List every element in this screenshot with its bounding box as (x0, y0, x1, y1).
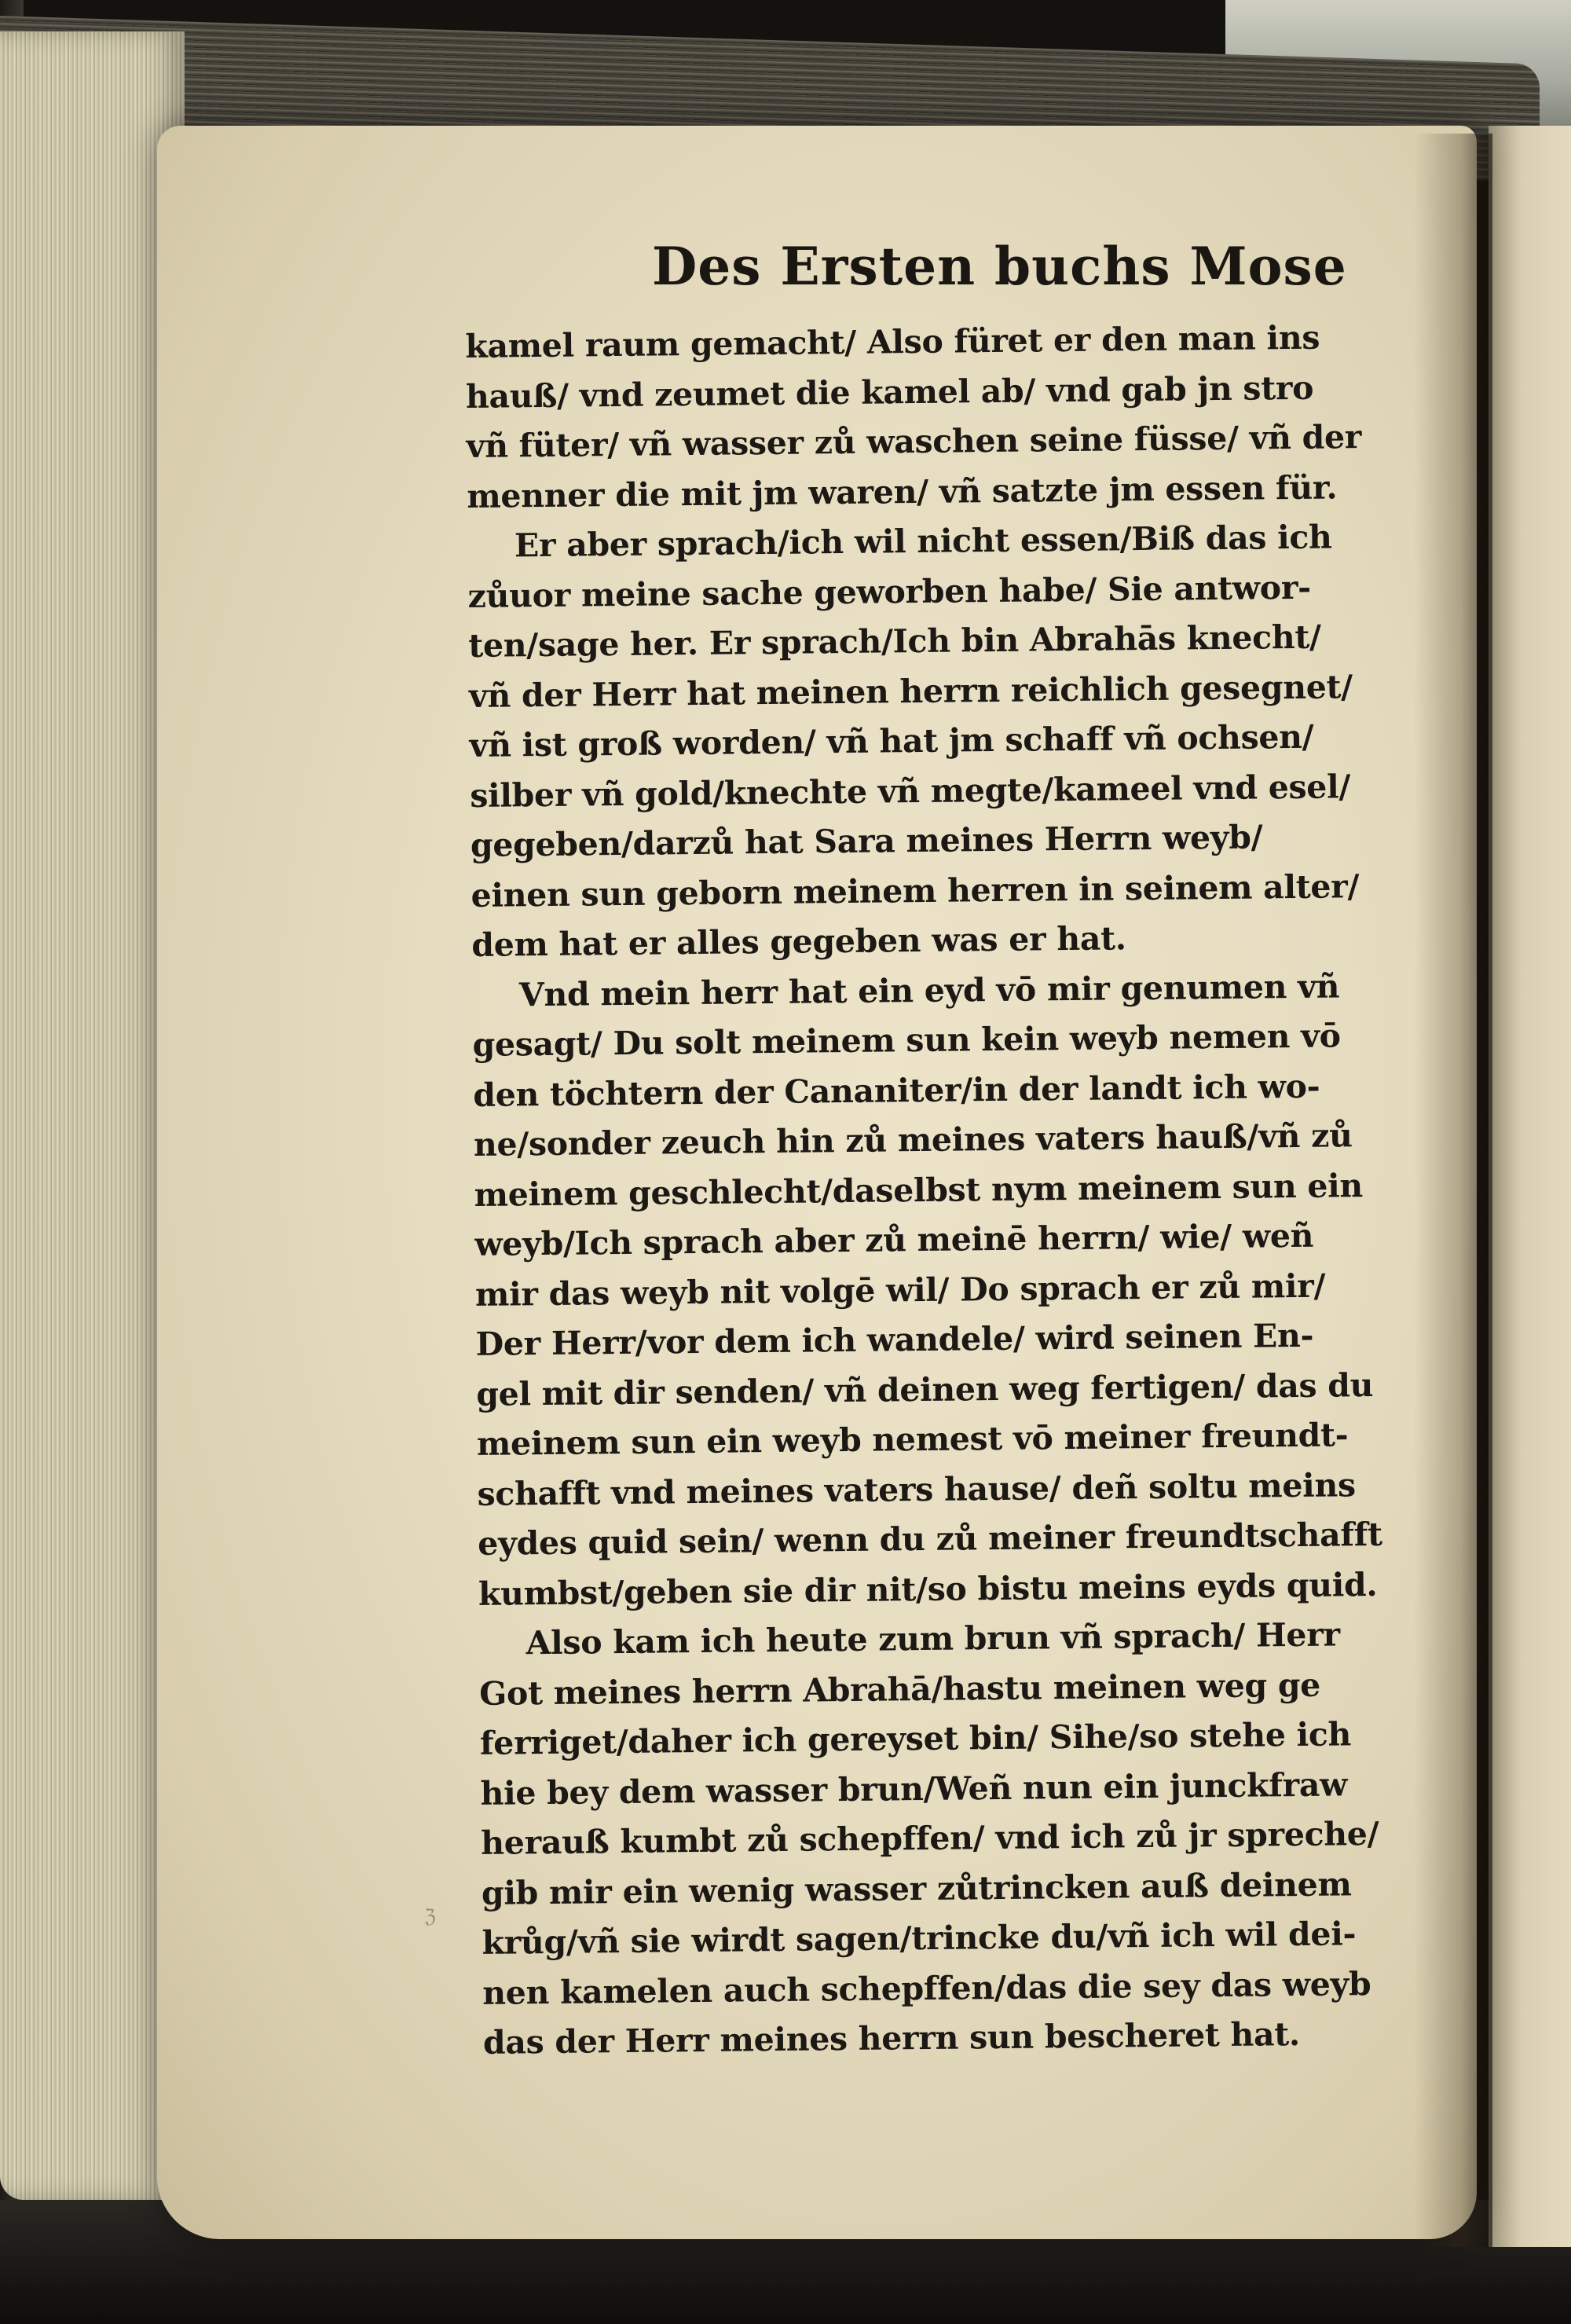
text-line: kamel raum gemacht/ Also füret er den man ins (465, 318, 1320, 365)
text-line: den töchtern der Cananiter/in der landt ich wo- (473, 1067, 1320, 1114)
text-line: Der Herr/vor dem ich wandele/ wird seinen En- (475, 1316, 1314, 1363)
text-line: Er aber sprach/ich wil nicht essen/Biß das ich (514, 518, 1332, 565)
running-head: Des Ersten buchs Mose (652, 236, 1347, 297)
text-line: zůuor meine sache geworben habe/ Sie antwor- (467, 568, 1312, 615)
text-line: Also kam ich heute zum brun vñ sprach/ Herr (525, 1615, 1341, 1662)
text-line: meinem geschlecht/daselbst nym meinem sun ein (474, 1166, 1364, 1214)
text-line: ferriget/daher ich gereyset bin/ Sihe/so stehe ich (479, 1715, 1352, 1762)
text-line: ten/sage her. Er sprach/Ich bin Abrahās knecht/ (468, 618, 1321, 665)
text-line: herauß kumbt zů schepffen/ vnd ich zů jr spreche/ (481, 1814, 1379, 1862)
text-line: schafft vnd meines vaters hause/ deñ soltu meins (477, 1465, 1356, 1513)
text-line: krůg/vñ sie wirdt sagen/trincke du/vñ ich wil dei- (482, 1915, 1357, 1962)
text-line: silber vñ gold/knechte vñ megte/kameel vnd esel/ (470, 767, 1351, 815)
text-line: Got meines herrn Abrahā/hastu meinen weg ge (479, 1666, 1321, 1713)
text-line: gel mit dir senden/ vñ deinen weg fertigen/ das du (476, 1365, 1374, 1413)
text-line: eydes quid sein/ wenn du zů meiner freundtschafft (478, 1515, 1382, 1563)
text-line: kumbst/geben sie dir nit/so bistu meins eyds quid. (478, 1565, 1378, 1613)
text-line: meinem sun ein weyb nemest vō meiner freundt- (476, 1416, 1349, 1463)
text-line: vñ füter/ vñ wasser zů waschen seine füsse/ vñ der (466, 418, 1362, 465)
text-line: hie bey dem wasser brun/Weñ nun ein junckfraw (480, 1765, 1348, 1813)
text-line: ne/sonder zeuch hin zů meines vaters hauß/vñ zů (473, 1116, 1353, 1164)
text-line: gegeben/darzů hat Sara meines Herrn weyb/ (470, 818, 1263, 864)
facing-page (1489, 126, 1571, 2247)
text-line: vñ ist groß worden/ vñ hat jm schaff vñ ochsen/ (469, 717, 1314, 764)
text-line: mir das weyb nit volgē wil/ Do sprach er zů mir/ (474, 1266, 1326, 1314)
text-line: vñ der Herr hat meinen herrn reichlich gesegnet/ (468, 667, 1353, 715)
text-line: weyb/Ich sprach aber zů meinē herrn/ wie/ weñ (474, 1216, 1314, 1263)
text-line: einen sun geborn meinem herren in seinem alter/ (471, 867, 1360, 915)
stray-mark: ℨ (424, 1905, 436, 1927)
text-line: gib mir ein wenig wasser zůtrincken auß deinem (481, 1864, 1352, 1912)
body-text (465, 312, 1434, 2068)
text-line: nen kamelen auch schepffen/das die sey das weyb (482, 1964, 1371, 2012)
text-line: dem hat er alles gegeben was er hat. (471, 919, 1126, 964)
text-line: Vnd mein herr hat ein eyd vō mir genumen vñ (518, 966, 1340, 1014)
text-line: menner die mit jm waren/ vñ satzte jm essen für. (467, 467, 1338, 515)
text-line: das der Herr meines herrn sun bescheret hat. (482, 2014, 1301, 2062)
text-line: gesagt/ Du solt meinem sun kein weyb nemen vō (472, 1017, 1341, 1064)
text-line: hauß/ vnd zeumet die kamel ab/ vnd gab jn stro (465, 368, 1314, 416)
